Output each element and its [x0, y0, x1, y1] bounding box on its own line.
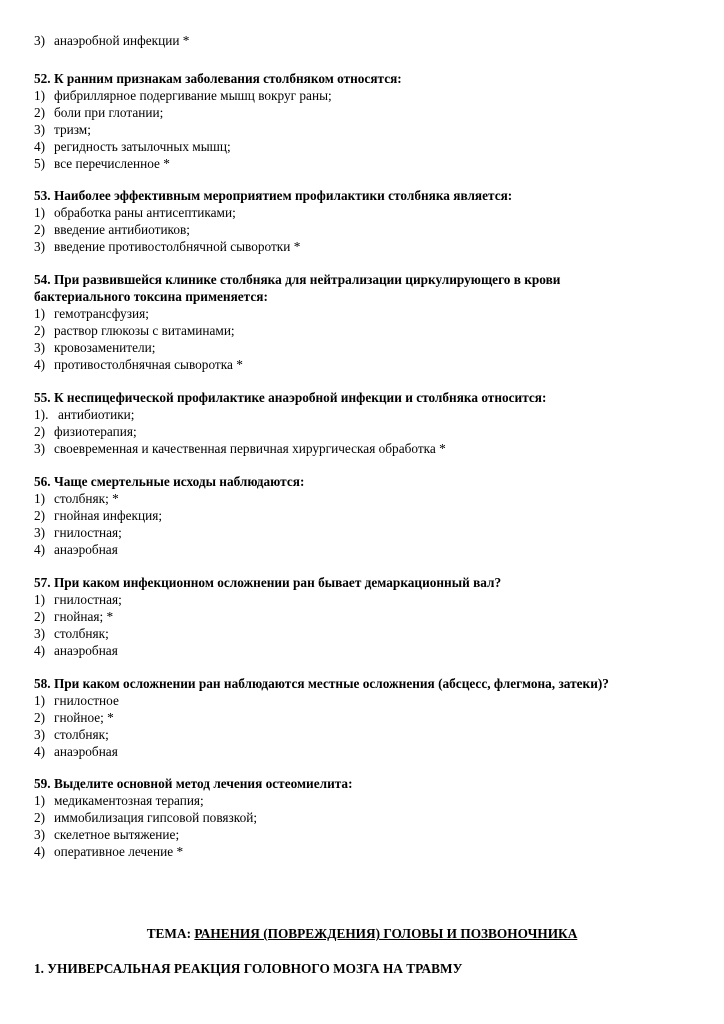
question-56-title: 56. Чаще смертельные исходы наблюдаются:: [34, 474, 305, 489]
question-58-option-2: 2) гнойное; *: [34, 710, 114, 725]
question-57-option-1: 1) гнилостная;: [34, 592, 122, 607]
question-52-option-4: 4) регидность затылочных мышц;: [34, 139, 231, 154]
question-59-option-1: 1) медикаментозная терапия;: [34, 793, 204, 808]
question-57-option-2: 2) гнойная; *: [34, 609, 114, 624]
option-text: анаэробной инфекции *: [54, 33, 190, 48]
question-53-option-3: 3) введение противостолбнячной сыворотки *: [34, 239, 301, 254]
question-52-option-3: 3) тризм;: [34, 122, 91, 137]
question-55-title: 55. К неспицефической профилактике анаэробной инфекции и столбняка относится:: [34, 390, 547, 405]
question-58-option-3: 3) столбняк;: [34, 727, 109, 742]
question-53-option-1: 1) обработка раны антисептиками;: [34, 205, 236, 220]
question-57-option-4: 4) анаэробная: [34, 643, 118, 658]
topic-heading: [0, 925, 724, 942]
question-57-option-3: 3) столбняк;: [34, 626, 109, 641]
question-55-option-2: 2) физиотерапия;: [34, 424, 137, 439]
next-question-title: 1. УНИВЕРСАЛЬНАЯ РЕАКЦИЯ ГОЛОВНОГО МОЗГА НА ТРАВМУ: [34, 961, 463, 976]
question-56-option-2: 2) гнойная инфекция;: [34, 508, 163, 523]
question-53-title: 53. Наиболее эффективным мероприятием профилактики столбняка является:: [34, 188, 513, 203]
question-54-option-3: 3) кровозаменители;: [34, 340, 156, 355]
question-52-option-1: 1) фибриллярное подергивание мышц вокруг раны;: [34, 88, 332, 103]
question-59-option-3: 3) скелетное вытяжение;: [34, 827, 180, 842]
question-54-option-1: 1) гемотрансфузия;: [34, 306, 149, 321]
question-52-option-2: 2) боли при глотании;: [34, 105, 164, 120]
question-56-option-1: 1) столбняк; *: [34, 491, 119, 506]
topic-title: РАНЕНИЯ (ПОВРЕЖДЕНИЯ) ГОЛОВЫ И ПОЗВОНОЧНИКА: [194, 926, 578, 941]
question-55-option-1: 1). антибиотики;: [34, 407, 135, 422]
question-54-title-line-2: бактериального токсина применяется:: [34, 289, 268, 304]
question-52-option-5: 5) все перечисленное *: [34, 156, 170, 171]
question-54-option-2: 2) раствор глюкозы с витаминами;: [34, 323, 235, 338]
question-58-title: 58. При каком осложнении ран наблюдаются местные осложнения (абсцесс, флегмона, затеки)?: [34, 676, 609, 691]
question-59-title: 59. Выделите основной метод лечения остеомиелита:: [34, 776, 353, 791]
question-58-option-1: 1) гнилостное: [34, 693, 119, 708]
question-54-option-4: 4) противостолбнячная сыворотка *: [34, 357, 243, 372]
question-52-title: 52. К ранним признакам заболевания столбняком относятся:: [34, 71, 402, 86]
question-59-option-2: 2) иммобилизация гипсовой повязкой;: [34, 810, 258, 825]
topic-prefix: ТЕМА:: [146, 926, 192, 941]
option-number: 3): [34, 33, 46, 48]
question-53-option-2: 2) введение антибиотиков;: [34, 222, 190, 237]
question-54-title-line-1: 54. При развившейся клинике столбняка для нейтрализации циркулирующего в крови: [34, 272, 561, 287]
question-56-option-4: 4) анаэробная: [34, 542, 118, 557]
question-58-option-4: 4) анаэробная: [34, 744, 118, 759]
question-57-title: 57. При каком инфекционном осложнении ран бывает демаркационный вал?: [34, 575, 502, 590]
question-55-option-3: 3) своевременная и качественная первичная хирургическая обработка *: [34, 441, 446, 456]
question-56-option-3: 3) гнилостная;: [34, 525, 122, 540]
lead-option: [34, 32, 189, 49]
question-59-option-4: 4) оперативное лечение *: [34, 844, 184, 859]
